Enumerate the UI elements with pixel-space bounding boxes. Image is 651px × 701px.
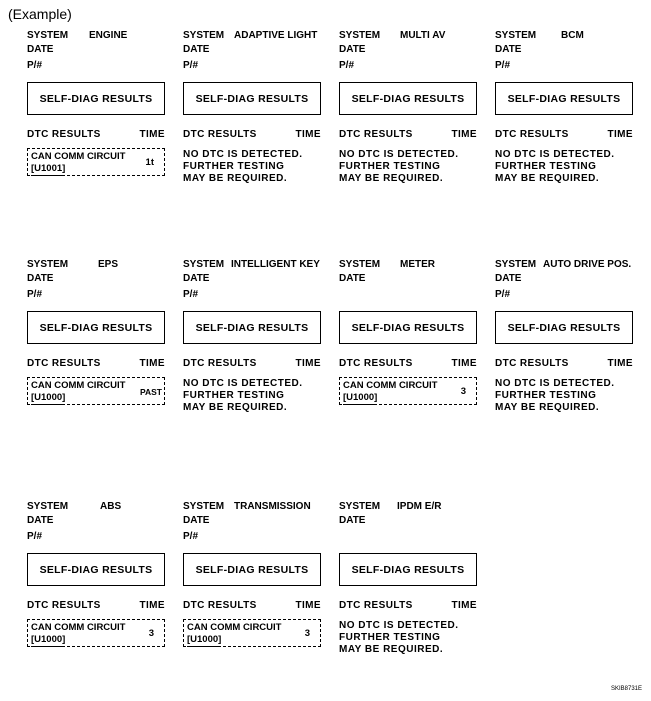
system-name: AUTO DRIVE POS. — [543, 259, 632, 270]
system-name: MULTI AV — [400, 30, 446, 41]
dtc-description: CAN COMM CIRCUIT — [31, 622, 126, 633]
system-name: BCM — [561, 30, 584, 41]
system-label: SYSTEM — [339, 501, 381, 512]
system-label: SYSTEM — [495, 259, 537, 270]
dtc-time-count: 1t — [145, 157, 154, 168]
system-line — [27, 501, 122, 513]
no-dtc-line-1: NO DTC IS DETECTED. — [495, 149, 615, 160]
dtc-results-label: DTC RESULTS — [27, 358, 101, 369]
dtc-results-label: DTC RESULTS — [27, 600, 101, 611]
system-label: SYSTEM — [495, 30, 537, 41]
dtc-results-label: DTC RESULTS — [339, 358, 413, 369]
no-dtc-line-1: NO DTC IS DETECTED. — [339, 149, 459, 160]
date-label: DATE — [27, 44, 54, 55]
system-label: SYSTEM — [183, 259, 225, 270]
self-diag-results-button[interactable]: SELF-DIAG RESULTS — [339, 311, 477, 344]
part-number-label: P/# — [183, 531, 199, 542]
system-line — [27, 259, 119, 271]
system-line — [183, 259, 320, 271]
no-dtc-message — [495, 149, 615, 185]
system-name: TRANSMISSION — [234, 501, 311, 512]
dtc-results-header — [27, 358, 165, 370]
dtc-results-header — [495, 358, 633, 370]
time-label: TIME — [295, 129, 321, 140]
dtc-code: [U1000] — [343, 392, 378, 403]
time-label: TIME — [607, 129, 633, 140]
system-card-intelligent-key — [183, 259, 325, 459]
dtc-entry — [27, 377, 165, 405]
system-line — [339, 501, 442, 513]
time-label: TIME — [451, 358, 477, 369]
system-label: SYSTEM — [183, 501, 225, 512]
system-card-auto-drive-pos — [495, 259, 637, 459]
system-label: SYSTEM — [27, 259, 69, 270]
dtc-description: CAN COMM CIRCUIT — [187, 622, 282, 633]
no-dtc-message — [183, 149, 303, 185]
dtc-results-label: DTC RESULTS — [495, 358, 569, 369]
dtc-results-label: DTC RESULTS — [339, 600, 413, 611]
figure-code: SKIB8731E — [610, 686, 642, 692]
dtc-entry — [27, 619, 165, 647]
dtc-results-header — [183, 358, 321, 370]
time-label: TIME — [139, 129, 165, 140]
system-name: ENGINE — [89, 30, 128, 41]
date-label: DATE — [495, 273, 522, 284]
dtc-time-count: 3 — [460, 386, 466, 397]
dtc-results-label: DTC RESULTS — [183, 129, 257, 140]
time-label: TIME — [139, 358, 165, 369]
dtc-code: [U1000] — [31, 634, 66, 645]
system-card-eps — [27, 259, 169, 459]
system-line — [183, 501, 311, 513]
system-label: SYSTEM — [339, 259, 381, 270]
dtc-results-header — [339, 129, 477, 141]
no-dtc-line-3: MAY BE REQUIRED. — [495, 173, 600, 184]
system-line — [495, 259, 632, 271]
date-label: DATE — [183, 44, 210, 55]
system-name: ADAPTIVE LIGHT — [234, 30, 318, 41]
system-name: IPDM E/R — [397, 501, 442, 512]
no-dtc-message — [339, 620, 459, 656]
date-label: DATE — [183, 273, 210, 284]
no-dtc-line-2: FURTHER TESTING — [339, 161, 441, 172]
date-label: DATE — [27, 515, 54, 526]
system-card-meter — [339, 259, 481, 459]
self-diag-results-button[interactable]: SELF-DIAG RESULTS — [183, 311, 321, 344]
system-line — [183, 30, 318, 42]
no-dtc-line-3: MAY BE REQUIRED. — [183, 173, 288, 184]
dtc-results-header — [495, 129, 633, 141]
part-number-label: P/# — [27, 531, 43, 542]
dtc-results-header — [339, 600, 477, 612]
system-line — [495, 30, 584, 42]
system-card-engine — [27, 30, 169, 230]
system-line — [339, 30, 446, 42]
dtc-results-header — [27, 129, 165, 141]
no-dtc-line-1: NO DTC IS DETECTED. — [495, 378, 615, 389]
part-number-label: P/# — [495, 60, 511, 71]
system-label: SYSTEM — [339, 30, 381, 41]
no-dtc-line-1: NO DTC IS DETECTED. — [183, 149, 303, 160]
part-number-label: P/# — [339, 60, 355, 71]
dtc-entry — [183, 619, 321, 647]
no-dtc-message — [339, 149, 459, 185]
system-label: SYSTEM — [27, 501, 69, 512]
system-line — [339, 259, 435, 271]
system-card-multi-av — [339, 30, 481, 230]
dtc-results-header — [339, 358, 477, 370]
time-label: TIME — [295, 600, 321, 611]
part-number-label: P/# — [183, 60, 199, 71]
dtc-results-label: DTC RESULTS — [183, 600, 257, 611]
self-diag-results-button[interactable]: SELF-DIAG RESULTS — [27, 553, 165, 586]
date-label: DATE — [27, 273, 54, 284]
time-label: TIME — [295, 358, 321, 369]
no-dtc-line-3: MAY BE REQUIRED. — [495, 402, 600, 413]
dtc-results-label: DTC RESULTS — [495, 129, 569, 140]
self-diag-results-button[interactable]: SELF-DIAG RESULTS — [339, 553, 477, 586]
dtc-time-count: PAST — [139, 387, 162, 397]
self-diag-results-button[interactable]: SELF-DIAG RESULTS — [183, 82, 321, 115]
dtc-results-header — [27, 600, 165, 612]
no-dtc-line-3: MAY BE REQUIRED. — [183, 402, 288, 413]
part-number-label: P/# — [27, 289, 43, 300]
no-dtc-line-2: FURTHER TESTING — [183, 161, 285, 172]
system-card-abs — [27, 501, 169, 701]
part-number-label: P/# — [27, 60, 43, 71]
date-label: DATE — [339, 44, 366, 55]
time-label: TIME — [139, 600, 165, 611]
dtc-results-label: DTC RESULTS — [339, 129, 413, 140]
system-label: SYSTEM — [27, 30, 69, 41]
time-label: TIME — [451, 600, 477, 611]
dtc-description: CAN COMM CIRCUIT — [343, 380, 438, 391]
dtc-results-header — [183, 129, 321, 141]
self-diag-results-button[interactable]: SELF-DIAG RESULTS — [339, 82, 477, 115]
dtc-code: [U1001] — [31, 163, 66, 174]
no-dtc-message — [183, 378, 303, 414]
system-label: SYSTEM — [183, 30, 225, 41]
no-dtc-line-2: FURTHER TESTING — [495, 161, 597, 172]
system-card-bcm — [495, 30, 637, 230]
dtc-time-count: 3 — [148, 628, 154, 639]
time-label: TIME — [607, 358, 633, 369]
system-name: EPS — [98, 259, 119, 270]
dtc-code: [U1000] — [187, 634, 222, 645]
dtc-entry — [27, 148, 165, 176]
example-label: (Example) — [8, 6, 72, 22]
date-label: DATE — [183, 515, 210, 526]
part-number-label: P/# — [495, 289, 511, 300]
self-diag-results-button[interactable]: SELF-DIAG RESULTS — [27, 311, 165, 344]
dtc-results-label: DTC RESULTS — [183, 358, 257, 369]
self-diag-results-button[interactable]: SELF-DIAG RESULTS — [495, 82, 633, 115]
system-card-transmission — [183, 501, 325, 701]
system-card-ipdm-e-r — [339, 501, 481, 701]
no-dtc-line-1: NO DTC IS DETECTED. — [339, 620, 459, 631]
no-dtc-line-2: FURTHER TESTING — [495, 390, 597, 401]
dtc-results-header — [183, 600, 321, 612]
no-dtc-line-1: NO DTC IS DETECTED. — [183, 378, 303, 389]
system-name: METER — [400, 259, 435, 270]
part-number-label: P/# — [183, 289, 199, 300]
time-label: TIME — [451, 129, 477, 140]
no-dtc-line-3: MAY BE REQUIRED. — [339, 644, 444, 655]
system-name: ABS — [100, 501, 122, 512]
date-label: DATE — [339, 515, 366, 526]
self-diag-results-button[interactable]: SELF-DIAG RESULTS — [183, 553, 321, 586]
system-card-adaptive-light — [183, 30, 325, 230]
system-line — [27, 30, 128, 42]
self-diag-results-button[interactable]: SELF-DIAG RESULTS — [495, 311, 633, 344]
no-dtc-message — [495, 378, 615, 414]
date-label: DATE — [339, 273, 366, 284]
self-diag-results-button[interactable]: SELF-DIAG RESULTS — [27, 82, 165, 115]
no-dtc-line-2: FURTHER TESTING — [339, 632, 441, 643]
dtc-description: CAN COMM CIRCUIT — [31, 380, 126, 391]
dtc-description: CAN COMM CIRCUIT — [31, 151, 126, 162]
no-dtc-line-2: FURTHER TESTING — [183, 390, 285, 401]
system-name: INTELLIGENT KEY — [231, 259, 320, 270]
no-dtc-line-3: MAY BE REQUIRED. — [339, 173, 444, 184]
dtc-time-count: 3 — [304, 628, 310, 639]
dtc-code: [U1000] — [31, 392, 66, 403]
date-label: DATE — [495, 44, 522, 55]
dtc-entry — [339, 377, 477, 405]
dtc-results-label: DTC RESULTS — [27, 129, 101, 140]
